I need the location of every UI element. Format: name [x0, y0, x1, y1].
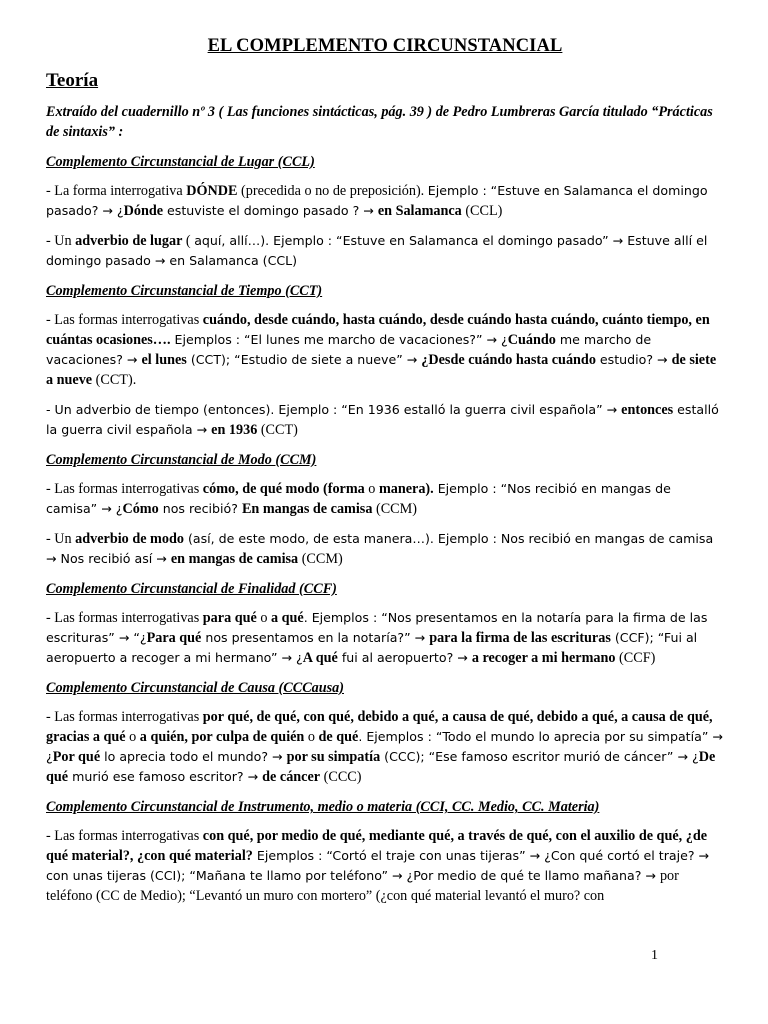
text-run: por teléfono (CC de Medio); “Levantó un muro con mortero” (¿con qué material levantó el muro? con [46, 868, 679, 904]
bold-text-run: a recoger a mi hermano [471, 650, 616, 666]
bold-text-run: el lunes [141, 352, 187, 368]
text-run: o [256, 610, 271, 626]
section-heading-teoria: Teoría [46, 70, 99, 91]
section-title: Complemento Circunstancial de Instrumento, medio o materia (CCI, CC. Medio, CC. Materia) [46, 799, 600, 815]
text-run: o [304, 729, 319, 745]
bold-text-run: En mangas de camisa [241, 501, 373, 517]
text-run: o [364, 481, 379, 497]
text-run: - Un [46, 233, 76, 249]
section-title: Complemento Circunstancial de Causa (CCCausa) [46, 680, 344, 696]
section-title: Complemento Circunstancial de Modo (CCM) [46, 452, 317, 468]
bold-text-run: ¿Desde cuándo hasta cuándo [421, 352, 596, 368]
bold-text-run: en 1936 [211, 422, 258, 438]
intro-paragraph: Extraído del cuadernillo nº 3 ( Las funciones sintácticas, pág. 39 ) de Pedro Lumbreras García titulado “Prácticas de sintaxis” : [46, 104, 713, 140]
bold-text-run: A qué [302, 650, 338, 666]
text-run: (CCC); “Ese famoso escritor murió de cáncer” → ¿ [380, 749, 699, 764]
bold-text-run: a qué [270, 610, 304, 626]
text-run: estuviste el domingo pasado ? → [163, 203, 378, 218]
text-run: aquí, allí…). Ejemplo : “Estuve en Salamanca el domingo pasado” → Estuve allí el domingo pasado → en Salamanca (CCL) [46, 233, 708, 268]
section-paragraph [46, 826, 724, 906]
bold-text-run: de qué [318, 729, 359, 745]
text-run: (CCL) [461, 203, 503, 219]
section-paragraph [46, 608, 724, 668]
bold-text-run: Por qué [52, 749, 101, 765]
bold-text-run: De qué [46, 749, 716, 785]
document-page [46, 30, 724, 906]
text-run: - Un [46, 531, 76, 547]
text-run: ( [182, 233, 195, 249]
bold-text-run: de cáncer [262, 769, 321, 785]
bold-text-run: cómo, de qué modo (forma [202, 481, 365, 497]
bold-text-run: Dónde [123, 203, 164, 219]
text-run: - Las formas interrogativas [46, 610, 203, 626]
text-run: o [125, 729, 140, 745]
section-paragraph [46, 479, 724, 519]
bold-text-run: de siete a nueve [46, 352, 717, 388]
text-run: estalló la guerra civil española → [46, 402, 719, 437]
text-run: murió ese famoso escritor? → [68, 769, 263, 784]
section-title: Complemento Circunstancial de Tiempo (CCT) [46, 283, 323, 299]
bold-text-run: Cuándo [507, 332, 556, 348]
section-paragraph [46, 231, 724, 271]
text-run: Ejemplo : “Estuve en Salamanca el domingo pasado? → ¿ [46, 183, 708, 218]
text-run: (CCF); “Fui al aeropuerto a recoger a mi hermano” → ¿ [46, 630, 698, 665]
text-run: (así, de este modo, de esta manera…). Ejemplo : Nos recibió en mangas de camisa → Nos recibió así → [46, 531, 714, 566]
bold-text-run: entonces [621, 402, 674, 418]
section-title: Complemento Circunstancial de Finalidad (CCF) [46, 581, 337, 597]
text-run: estudio? → [595, 352, 672, 367]
text-run: fui al aeropuerto? → [337, 650, 472, 665]
bold-text-run: en mangas de camisa [170, 551, 299, 567]
text-run: (CCT). [92, 372, 137, 388]
text-run: Ejemplos : “Cortó el traje con unas tijeras” → ¿Con qué cortó el traje? → con unas tijeras (CCI); “Mañana te llamo por teléfono” → ¿Por medio de qué te llamo mañana? → [46, 848, 710, 883]
bold-text-run: por su simpatía [286, 749, 381, 765]
bold-text-run: para la firma de las escrituras [429, 630, 611, 646]
document-title: EL COMPLEMENTO CIRCUNSTANCIAL [207, 36, 563, 56]
bold-text-run: por qué, de qué, con qué, debido a qué, a causa de qué, debido a qué, a causa de qué, gracias a qué [46, 709, 713, 745]
section-paragraph [46, 400, 724, 440]
section-paragraph [46, 310, 724, 390]
bold-text-run: para qué [202, 610, 257, 626]
text-run: (CCF) [615, 650, 656, 666]
bold-text-run: con qué, por medio de qué, mediante qué, a través de qué, con el auxilio de qué, ¿de qué material?, ¿con qué material? [46, 828, 708, 864]
section-title: Complemento Circunstancial de Lugar (CCL) [46, 154, 315, 170]
bold-text-run: DÓNDE [186, 183, 238, 199]
text-run: (precedida o no de preposición). [237, 183, 428, 199]
text-run: - Las formas interrogativas [46, 312, 203, 328]
text-run: (CCM) [372, 501, 417, 517]
section-paragraph [46, 707, 724, 787]
text-run: . Ejemplos : “Todo el mundo lo aprecia por su simpatía” → ¿ [46, 729, 723, 764]
text-run: . Ejemplos : “Nos presentamos en la notaría para la firma de las escrituras” → “¿ [46, 610, 708, 645]
text-run: - Las formas interrogativas [46, 709, 203, 725]
bold-text-run: adverbio de modo [75, 531, 184, 547]
text-run: - Las formas interrogativas [46, 828, 203, 844]
bold-text-run: cuándo, desde cuándo, hasta cuándo, desde cuándo hasta cuándo, cuánto tiempo, en cuántas ocasiones…. [46, 312, 710, 348]
bold-text-run: a quién, por culpa de quién [139, 729, 305, 745]
text-run: (CCT); “Estudio de siete a nueve” → [186, 352, 422, 367]
text-run: (CCC) [320, 769, 362, 785]
bold-text-run: en Salamanca [377, 203, 462, 219]
text-run: (CCM) [298, 551, 343, 567]
text-run: nos recibió? [158, 501, 242, 516]
text-run: lo aprecia todo el mundo? → [100, 749, 287, 764]
text-run: Ejemplo : “Nos recibió en mangas de camisa” → ¿ [46, 481, 671, 516]
bold-text-run: manera). [378, 481, 434, 497]
section-paragraph [46, 529, 724, 569]
section-paragraph [46, 181, 724, 221]
bold-text-run: Para qué [146, 630, 202, 646]
bold-text-run: Cómo [122, 501, 159, 517]
text-run: (CCT) [257, 422, 298, 438]
text-run: Ejemplos : “El lunes me marcho de vacaciones?” → ¿ [170, 332, 508, 347]
text-run: me marcho de vacaciones? → [46, 332, 652, 367]
text-run: - La forma interrogativa [46, 183, 187, 199]
text-run: - Un adverbio de tiempo (entonces). Ejemplo : “En 1936 estalló la guerra civil española” → [46, 402, 622, 417]
page-number: 1 [651, 948, 658, 963]
text-run: nos presentamos en la notaría?” → [201, 630, 430, 645]
sections-container [46, 153, 724, 906]
text-run: - Las formas interrogativas [46, 481, 203, 497]
bold-text-run: adverbio de lugar [75, 233, 183, 249]
